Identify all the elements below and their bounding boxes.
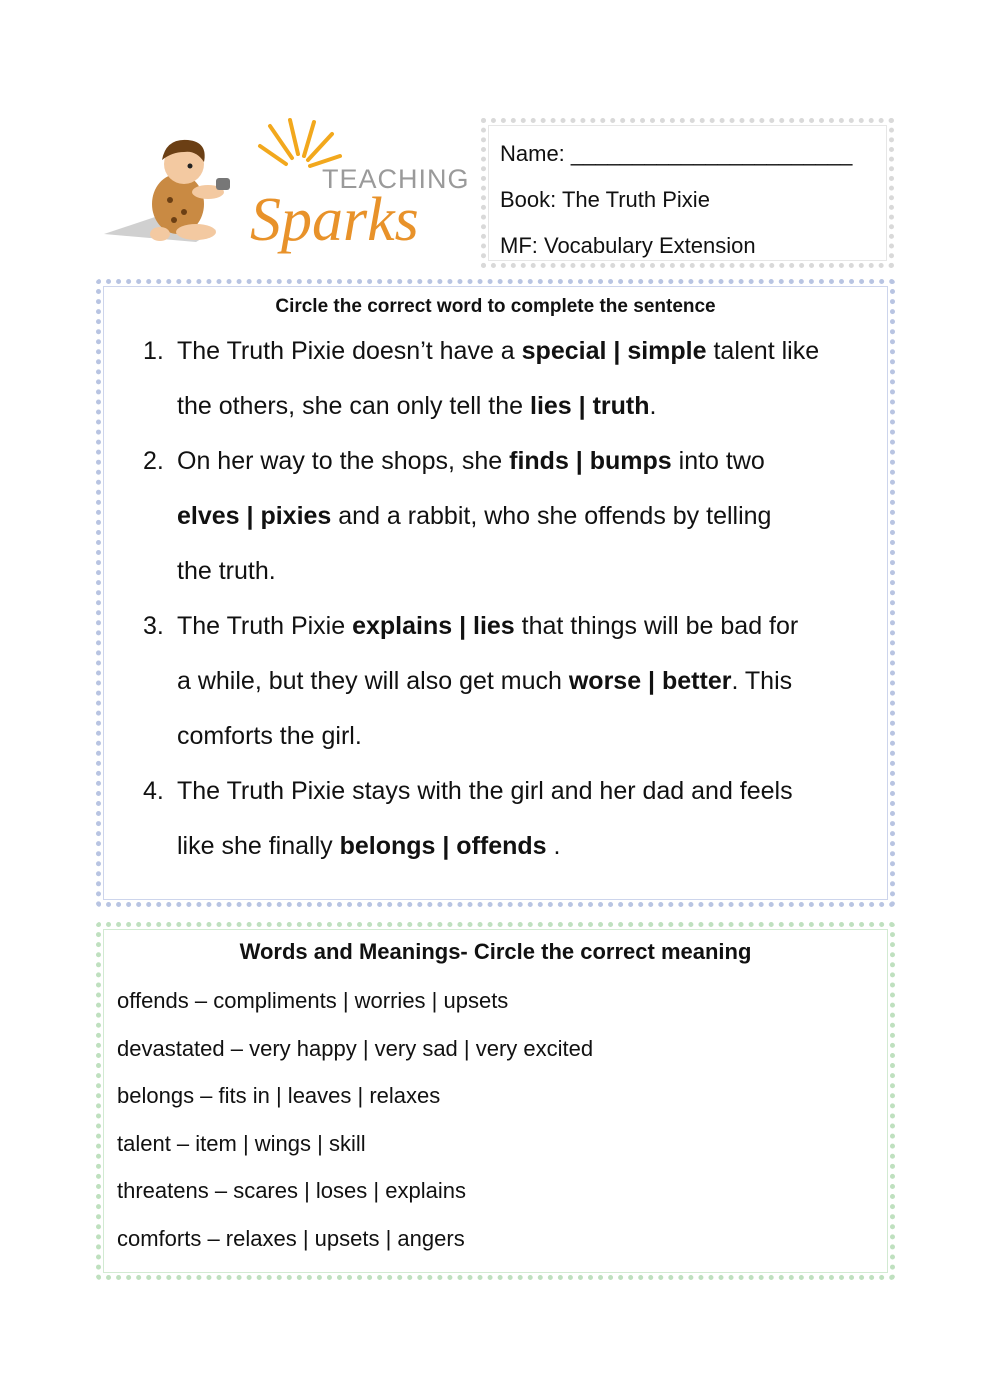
- section1-title: Circle the correct word to complete the sentence: [275, 296, 716, 317]
- sentence-text: The Truth Pixie stays with the girl and her dad and feels: [177, 777, 793, 805]
- sentence-item: [143, 764, 890, 874]
- sentence-text: comforts the girl.: [177, 722, 362, 750]
- sentence-item: [143, 324, 890, 434]
- name-field[interactable]: Name: _______________________: [500, 141, 853, 166]
- sentence-line: [177, 709, 890, 764]
- sentence-text: .: [649, 392, 657, 420]
- sentence-text: like she finally: [177, 832, 340, 860]
- logo-graphic: [100, 112, 470, 262]
- mf-label: MF: Vocabulary Extension: [500, 233, 756, 258]
- sentence-line: [177, 324, 890, 379]
- sentence-text: the others, she can only tell the: [177, 392, 530, 420]
- meanings-list: [101, 977, 890, 1263]
- sentence-item: [143, 434, 890, 599]
- sentence-text: the truth.: [177, 557, 276, 585]
- sentence-line: [177, 819, 890, 874]
- sentence-line: [177, 379, 890, 434]
- sentence-line: [177, 434, 890, 489]
- sentence-item: [143, 599, 890, 764]
- sentence-list: [101, 324, 890, 874]
- book-label: Book: The Truth Pixie: [500, 187, 710, 212]
- sentence-line: [177, 654, 890, 709]
- word-choice[interactable]: finds | bumps: [509, 447, 672, 475]
- sentence-text: On her way to the shops, she: [177, 447, 510, 475]
- sentence-text: that things will be bad for: [514, 612, 799, 640]
- meaning-row[interactable]: threatens – scares | loses | explains: [117, 1178, 466, 1204]
- sentence-text: . This: [731, 667, 793, 695]
- sentence-text: The Truth Pixie: [177, 612, 353, 640]
- meaning-row[interactable]: offends – compliments | worries | upsets: [117, 988, 509, 1013]
- word-choice[interactable]: worse | better: [568, 667, 732, 695]
- meaning-row[interactable]: devastated – very happy | very sad | very excited: [117, 1035, 594, 1061]
- meaning-row[interactable]: comforts – relaxes | upsets | angers: [117, 1225, 465, 1251]
- sentence-text: a while, but they will also get much: [177, 667, 569, 695]
- word-choice[interactable]: elves | pixies: [177, 502, 332, 530]
- teaching-sparks-logo: [100, 112, 470, 262]
- sentence-line: [177, 599, 890, 654]
- word-choice[interactable]: belongs | offends: [339, 832, 547, 860]
- circle-word-section: [96, 279, 895, 907]
- sentence-number: 4.: [143, 777, 164, 805]
- word-choice[interactable]: explains | lies: [352, 612, 515, 640]
- sentence-number: 2.: [143, 447, 164, 475]
- sentence-line: [177, 489, 890, 544]
- sentence-text: The Truth Pixie doesn’t have a: [177, 337, 522, 365]
- meaning-row[interactable]: talent – item | wings | skill: [117, 1130, 366, 1156]
- word-choice[interactable]: special | simple: [521, 337, 707, 365]
- word-choice[interactable]: lies | truth: [530, 392, 650, 420]
- logo-line2: Sparks: [250, 186, 419, 254]
- section2-title: Words and Meanings- Circle the correct meaning: [239, 939, 752, 964]
- logo-line1: TEACHING: [322, 164, 470, 194]
- sentence-line: [177, 544, 890, 599]
- sentence-number: 1.: [143, 337, 164, 365]
- sentence-text: .: [546, 832, 561, 860]
- sentence-number: 3.: [143, 612, 164, 640]
- meaning-row[interactable]: belongs – fits in | leaves | relaxes: [117, 1083, 441, 1109]
- words-meanings-section: [96, 922, 895, 1280]
- sentence-text: and a rabbit, who she offends by telling: [331, 502, 772, 530]
- sentence-text: talent like: [706, 337, 820, 365]
- sentence-line: [177, 764, 890, 819]
- sentence-text: into two: [671, 447, 765, 475]
- student-info-box: [481, 118, 894, 268]
